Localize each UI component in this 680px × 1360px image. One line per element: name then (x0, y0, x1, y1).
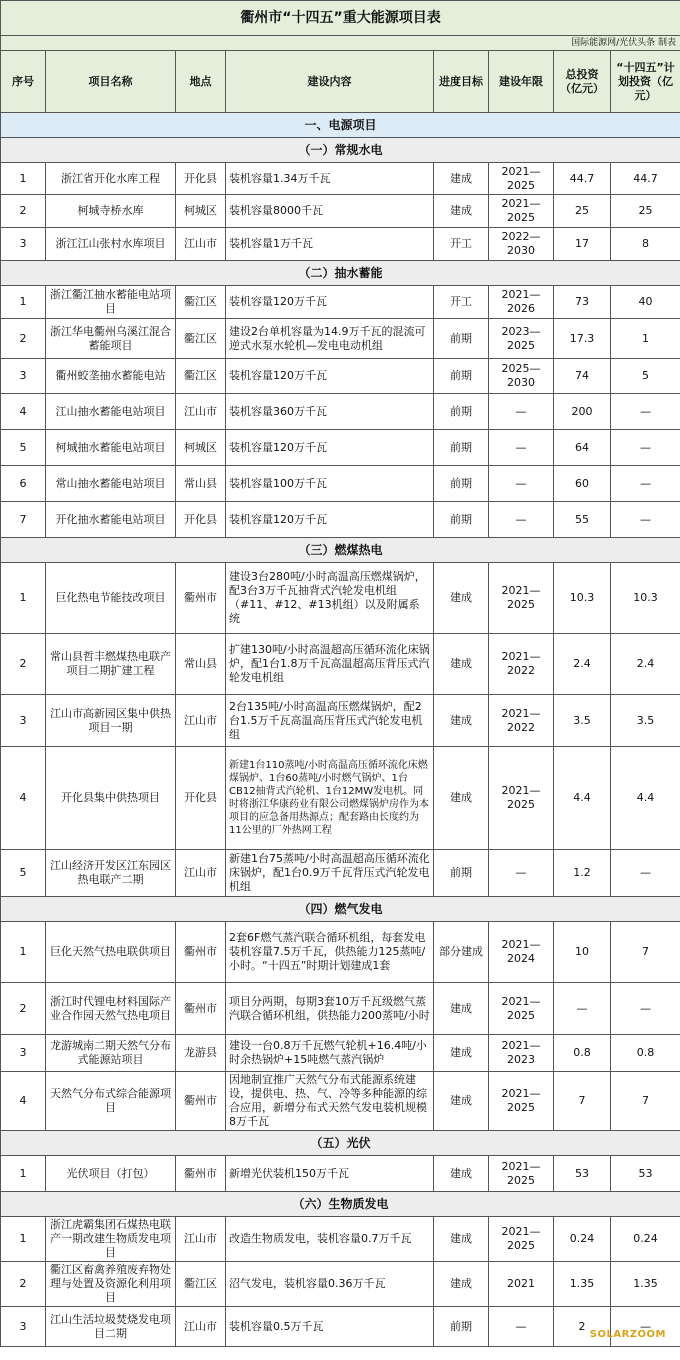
cell-name: 巨化热电节能技改项目 (46, 563, 176, 634)
cell-name: 天然气分布式综合能源项目 (46, 1072, 176, 1131)
cell-no: 1 (1, 1217, 46, 1262)
cell-loc: 衢江区 (176, 319, 226, 359)
cell-loc: 衢州市 (176, 983, 226, 1035)
cell-no: 3 (1, 1035, 46, 1072)
cell-name: 江山经济开发区江东园区热电联产二期 (46, 850, 176, 897)
cell-progress: 建成 (434, 1035, 489, 1072)
table-row (1, 228, 680, 261)
table-row (1, 695, 680, 747)
cell-name: 浙江衢江抽水蓄能电站项目 (46, 286, 176, 319)
cell-no: 2 (1, 983, 46, 1035)
table-row (1, 850, 680, 897)
cell-plan: 25 (611, 195, 680, 228)
cell-plan: 2.4 (611, 634, 680, 695)
cell-progress: 建成 (434, 195, 489, 228)
cell-content: 建设3台280吨/小时高温高压燃煤锅炉，配3台3万千瓦抽背式汽轮发电机组（#11、#12、#13机组）以及附属系统 (226, 563, 434, 634)
cell-years: 2021—2022 (489, 634, 554, 695)
cell-loc: 衢江区 (176, 1262, 226, 1307)
cell-plan: — (611, 983, 680, 1035)
cell-content: 装机容量120万千瓦 (226, 286, 434, 319)
cell-no: 5 (1, 850, 46, 897)
cell-years: 2021 (489, 1262, 554, 1307)
table-title: 衢州市“十四五”重大能源项目表 (1, 1, 680, 36)
cell-total: 17 (554, 228, 611, 261)
cell-total: 44.7 (554, 163, 611, 195)
table-row (1, 1262, 680, 1307)
cell-progress: 前期 (434, 430, 489, 466)
cell-no: 1 (1, 286, 46, 319)
cell-plan: 1.35 (611, 1262, 680, 1307)
table-row (1, 359, 680, 394)
cell-plan: 10.3 (611, 563, 680, 634)
cell-years: 2023—2025 (489, 319, 554, 359)
cell-total: 2 (554, 1307, 611, 1347)
cell-years: — (489, 850, 554, 897)
cell-no: 3 (1, 695, 46, 747)
cell-no: 5 (1, 430, 46, 466)
cell-total: 53 (554, 1156, 611, 1192)
cell-content: 装机容量120万千瓦 (226, 430, 434, 466)
cell-content: 改造生物质发电，装机容量0.7万千瓦 (226, 1217, 434, 1262)
cell-no: 3 (1, 1307, 46, 1347)
cell-years: 2021—2024 (489, 922, 554, 983)
cell-name: 江山抽水蓄能电站项目 (46, 394, 176, 430)
cell-progress: 开工 (434, 228, 489, 261)
cell-progress: 前期 (434, 394, 489, 430)
header-total: 总投资（亿元） (554, 51, 611, 113)
group-row (1, 1192, 680, 1217)
group-row (1, 897, 680, 922)
cell-plan: 7 (611, 922, 680, 983)
cell-total: 200 (554, 394, 611, 430)
cell-total: 10 (554, 922, 611, 983)
cell-name: 江山生活垃圾焚烧发电项目二期 (46, 1307, 176, 1347)
group-title: （二）抽水蓄能 (1, 261, 680, 286)
cell-years: 2021—2022 (489, 695, 554, 747)
cell-no: 1 (1, 163, 46, 195)
cell-name: 巨化天然气热电联供项目 (46, 922, 176, 983)
cell-content: 装机容量100万千瓦 (226, 466, 434, 502)
group-row (1, 538, 680, 563)
table-row (1, 1035, 680, 1072)
cell-plan: 3.5 (611, 695, 680, 747)
cell-total: 3.5 (554, 695, 611, 747)
cell-name: 江山市高新园区集中供热项目一期 (46, 695, 176, 747)
cell-years: 2021—2025 (489, 195, 554, 228)
cell-years: 2025—2030 (489, 359, 554, 394)
cell-no: 2 (1, 195, 46, 228)
cell-content: 2套6F燃气蒸汽联合循环机组，每套发电装机容量7.5万千瓦，供热能力125蒸吨/小时。“十四五”时期计划建成1套 (226, 922, 434, 983)
group-title: （三）燃煤热电 (1, 538, 680, 563)
cell-total: 7 (554, 1072, 611, 1131)
cell-progress: 前期 (434, 502, 489, 538)
cell-plan: 4.4 (611, 747, 680, 850)
header-no: 序号 (1, 51, 46, 113)
group-title: （五）光伏 (1, 1131, 680, 1156)
cell-loc: 衢州市 (176, 922, 226, 983)
cell-content: 装机容量120万千瓦 (226, 359, 434, 394)
cell-plan: — (611, 466, 680, 502)
cell-plan: 0.8 (611, 1035, 680, 1072)
group-title: （六）生物质发电 (1, 1192, 680, 1217)
section-row (1, 113, 680, 138)
cell-loc: 江山市 (176, 1307, 226, 1347)
cell-progress: 建成 (434, 747, 489, 850)
cell-progress: 建成 (434, 163, 489, 195)
cell-loc: 龙游县 (176, 1035, 226, 1072)
cell-years: 2021—2025 (489, 1072, 554, 1131)
cell-plan: 0.24 (611, 1217, 680, 1262)
cell-name: 浙江时代锂电材料国际产业合作园天然气热电项目 (46, 983, 176, 1035)
cell-content: 沼气发电，装机容量0.36万千瓦 (226, 1262, 434, 1307)
cell-progress: 建成 (434, 634, 489, 695)
cell-name: 衢州蛟垄抽水蓄能电站 (46, 359, 176, 394)
group-row (1, 1131, 680, 1156)
cell-plan: 5 (611, 359, 680, 394)
header-row (1, 51, 680, 113)
cell-years: 2021—2025 (489, 1156, 554, 1192)
cell-total: 73 (554, 286, 611, 319)
table-row (1, 983, 680, 1035)
cell-years: 2021—2025 (489, 983, 554, 1035)
group-row (1, 261, 680, 286)
cell-plan: 44.7 (611, 163, 680, 195)
cell-loc: 衢江区 (176, 359, 226, 394)
cell-progress: 建成 (434, 1217, 489, 1262)
cell-plan: — (611, 430, 680, 466)
cell-years: 2021—2025 (489, 747, 554, 850)
cell-total: 4.4 (554, 747, 611, 850)
cell-loc: 衢江区 (176, 286, 226, 319)
cell-loc: 常山县 (176, 634, 226, 695)
cell-content: 因地制宜推广天然气分布式能源系统建设，提供电、热、气、冷等多种能源的综合应用，新增分布式天然气发电装机规模8万千瓦 (226, 1072, 434, 1131)
header-progress: 进度目标 (434, 51, 489, 113)
cell-progress: 部分建成 (434, 922, 489, 983)
cell-content: 建设一台0.8万千瓦燃气轮机+16.4吨/小时余热锅炉+15吨燃气蒸汽锅炉 (226, 1035, 434, 1072)
cell-total: 25 (554, 195, 611, 228)
cell-content: 装机容量360万千瓦 (226, 394, 434, 430)
cell-name: 常山县哲丰燃煤热电联产项目二期扩建工程 (46, 634, 176, 695)
cell-total: 17.3 (554, 319, 611, 359)
cell-plan: — (611, 394, 680, 430)
cell-total: 1.35 (554, 1262, 611, 1307)
cell-no: 4 (1, 747, 46, 850)
table-row (1, 394, 680, 430)
cell-total: 2.4 (554, 634, 611, 695)
cell-plan: 8 (611, 228, 680, 261)
cell-name: 浙江省开化水库工程 (46, 163, 176, 195)
cell-progress: 前期 (434, 319, 489, 359)
cell-total: 0.8 (554, 1035, 611, 1072)
cell-total: 55 (554, 502, 611, 538)
cell-name: 龙游城南二期天然气分布式能源站项目 (46, 1035, 176, 1072)
cell-years: 2021—2026 (489, 286, 554, 319)
cell-years: — (489, 502, 554, 538)
cell-content: 2台135吨/小时高温高压燃煤锅炉，配2台1.5万千瓦高温高压背压式汽轮发电机组 (226, 695, 434, 747)
cell-no: 2 (1, 634, 46, 695)
table-row (1, 195, 680, 228)
cell-total: 60 (554, 466, 611, 502)
cell-years: — (489, 430, 554, 466)
cell-name: 开化县集中供热项目 (46, 747, 176, 850)
cell-no: 3 (1, 228, 46, 261)
cell-progress: 建成 (434, 1262, 489, 1307)
table-row (1, 1307, 680, 1347)
cell-years: — (489, 466, 554, 502)
cell-no: 3 (1, 359, 46, 394)
cell-years: 2022—2030 (489, 228, 554, 261)
header-name: 项目名称 (46, 51, 176, 113)
cell-years: 2021—2025 (489, 563, 554, 634)
cell-name: 柯城抽水蓄能电站项目 (46, 430, 176, 466)
cell-progress: 建成 (434, 1072, 489, 1131)
cell-progress: 前期 (434, 359, 489, 394)
cell-total: 74 (554, 359, 611, 394)
table-row (1, 1156, 680, 1192)
cell-content: 装机容量0.5万千瓦 (226, 1307, 434, 1347)
cell-name: 浙江华电衢州乌溪江混合蓄能项目 (46, 319, 176, 359)
source-credit: 国际能源网/光伏头条 制表 (1, 36, 680, 51)
cell-loc: 常山县 (176, 466, 226, 502)
cell-no: 1 (1, 1156, 46, 1192)
cell-content: 装机容量8000千瓦 (226, 195, 434, 228)
cell-content: 装机容量1万千瓦 (226, 228, 434, 261)
table-row (1, 563, 680, 634)
header-location: 地点 (176, 51, 226, 113)
cell-plan: — (611, 850, 680, 897)
cell-total: 1.2 (554, 850, 611, 897)
cell-no: 4 (1, 1072, 46, 1131)
cell-name: 衢江区畜禽养殖废弃物处理与处置及资源化利用项目 (46, 1262, 176, 1307)
section-title: 一、电源项目 (1, 113, 680, 138)
table-row (1, 502, 680, 538)
cell-name: 浙江虎霸集团石煤热电联产一期改建生物质发电项目 (46, 1217, 176, 1262)
table-row (1, 286, 680, 319)
cell-progress: 建成 (434, 983, 489, 1035)
header-plan: “十四五”计划投资（亿元） (611, 51, 680, 113)
cell-content: 建设2台单机容量为14.9万千瓦的混流可逆式水泵水轮机—发电电动机组 (226, 319, 434, 359)
cell-loc: 衢州市 (176, 1072, 226, 1131)
table-row (1, 319, 680, 359)
cell-progress: 前期 (434, 1307, 489, 1347)
cell-loc: 江山市 (176, 850, 226, 897)
group-title: （一）常规水电 (1, 138, 680, 163)
cell-plan: 53 (611, 1156, 680, 1192)
cell-loc: 柯城区 (176, 430, 226, 466)
cell-plan: 40 (611, 286, 680, 319)
cell-loc: 开化县 (176, 163, 226, 195)
cell-loc: 衢州市 (176, 563, 226, 634)
table-row (1, 1217, 680, 1262)
cell-content: 新建1台75蒸吨/小时高温超高压循环流化床锅炉，配1台0.9万千瓦背压式汽轮发电机组 (226, 850, 434, 897)
cell-name: 光伏项目（打包） (46, 1156, 176, 1192)
cell-years: — (489, 394, 554, 430)
cell-no: 2 (1, 1262, 46, 1307)
source-row (1, 36, 680, 51)
cell-name: 常山抽水蓄能电站项目 (46, 466, 176, 502)
cell-content: 新建1台110蒸吨/小时高温高压循环流化床燃煤锅炉、1台60蒸吨/小时燃气锅炉、1台CB12抽背式汽轮机、1台12MW发电机。同时将浙江华康药业有限公司燃煤锅炉房作为本项目的应急备用热源点；配套路由长度约为11公里的厂外热网工程 (226, 747, 434, 850)
cell-total: — (554, 983, 611, 1035)
cell-content: 新增光伏装机150万千瓦 (226, 1156, 434, 1192)
header-content: 建设内容 (226, 51, 434, 113)
title-row (1, 1, 680, 36)
group-row (1, 138, 680, 163)
cell-progress: 前期 (434, 466, 489, 502)
cell-content: 装机容量120万千瓦 (226, 502, 434, 538)
cell-content: 项目分两期，每期3套10万千瓦级燃气蒸汽联合循环机组，供热能力200蒸吨/小时 (226, 983, 434, 1035)
table-row (1, 922, 680, 983)
cell-loc: 柯城区 (176, 195, 226, 228)
cell-name: 柯城寺桥水库 (46, 195, 176, 228)
cell-plan: — (611, 1307, 680, 1347)
cell-plan: — (611, 502, 680, 538)
cell-loc: 开化县 (176, 502, 226, 538)
cell-content: 装机容量1.34万千瓦 (226, 163, 434, 195)
table-row (1, 747, 680, 850)
cell-loc: 江山市 (176, 228, 226, 261)
cell-years: 2021—2023 (489, 1035, 554, 1072)
solarzoom-watermark: SOLARZOOM (589, 1329, 666, 1340)
cell-loc: 衢州市 (176, 1156, 226, 1192)
cell-no: 6 (1, 466, 46, 502)
table-row (1, 163, 680, 195)
cell-plan: 7 (611, 1072, 680, 1131)
cell-no: 2 (1, 319, 46, 359)
cell-progress: 建成 (434, 1156, 489, 1192)
cell-years: — (489, 1307, 554, 1347)
cell-no: 1 (1, 922, 46, 983)
cell-progress: 开工 (434, 286, 489, 319)
table-row (1, 1072, 680, 1131)
cell-years: 2021—2025 (489, 1217, 554, 1262)
cell-loc: 江山市 (176, 1217, 226, 1262)
table-row (1, 466, 680, 502)
cell-no: 7 (1, 502, 46, 538)
table-row (1, 430, 680, 466)
header-years: 建设年限 (489, 51, 554, 113)
group-title: （四）燃气发电 (1, 897, 680, 922)
cell-progress: 前期 (434, 850, 489, 897)
cell-years: 2021—2025 (489, 163, 554, 195)
cell-no: 4 (1, 394, 46, 430)
cell-total: 10.3 (554, 563, 611, 634)
cell-plan: 1 (611, 319, 680, 359)
cell-no: 1 (1, 563, 46, 634)
cell-total: 0.24 (554, 1217, 611, 1262)
cell-content: 扩建130吨/小时高温超高压循环流化床锅炉，配1台1.8万千瓦高温超高压背压式汽轮发电机组 (226, 634, 434, 695)
cell-name: 开化抽水蓄能电站项目 (46, 502, 176, 538)
table-row (1, 634, 680, 695)
cell-progress: 建成 (434, 563, 489, 634)
cell-loc: 开化县 (176, 747, 226, 850)
cell-name: 浙江江山张村水库项目 (46, 228, 176, 261)
cell-loc: 江山市 (176, 394, 226, 430)
cell-total: 64 (554, 430, 611, 466)
cell-progress: 建成 (434, 695, 489, 747)
cell-loc: 江山市 (176, 695, 226, 747)
